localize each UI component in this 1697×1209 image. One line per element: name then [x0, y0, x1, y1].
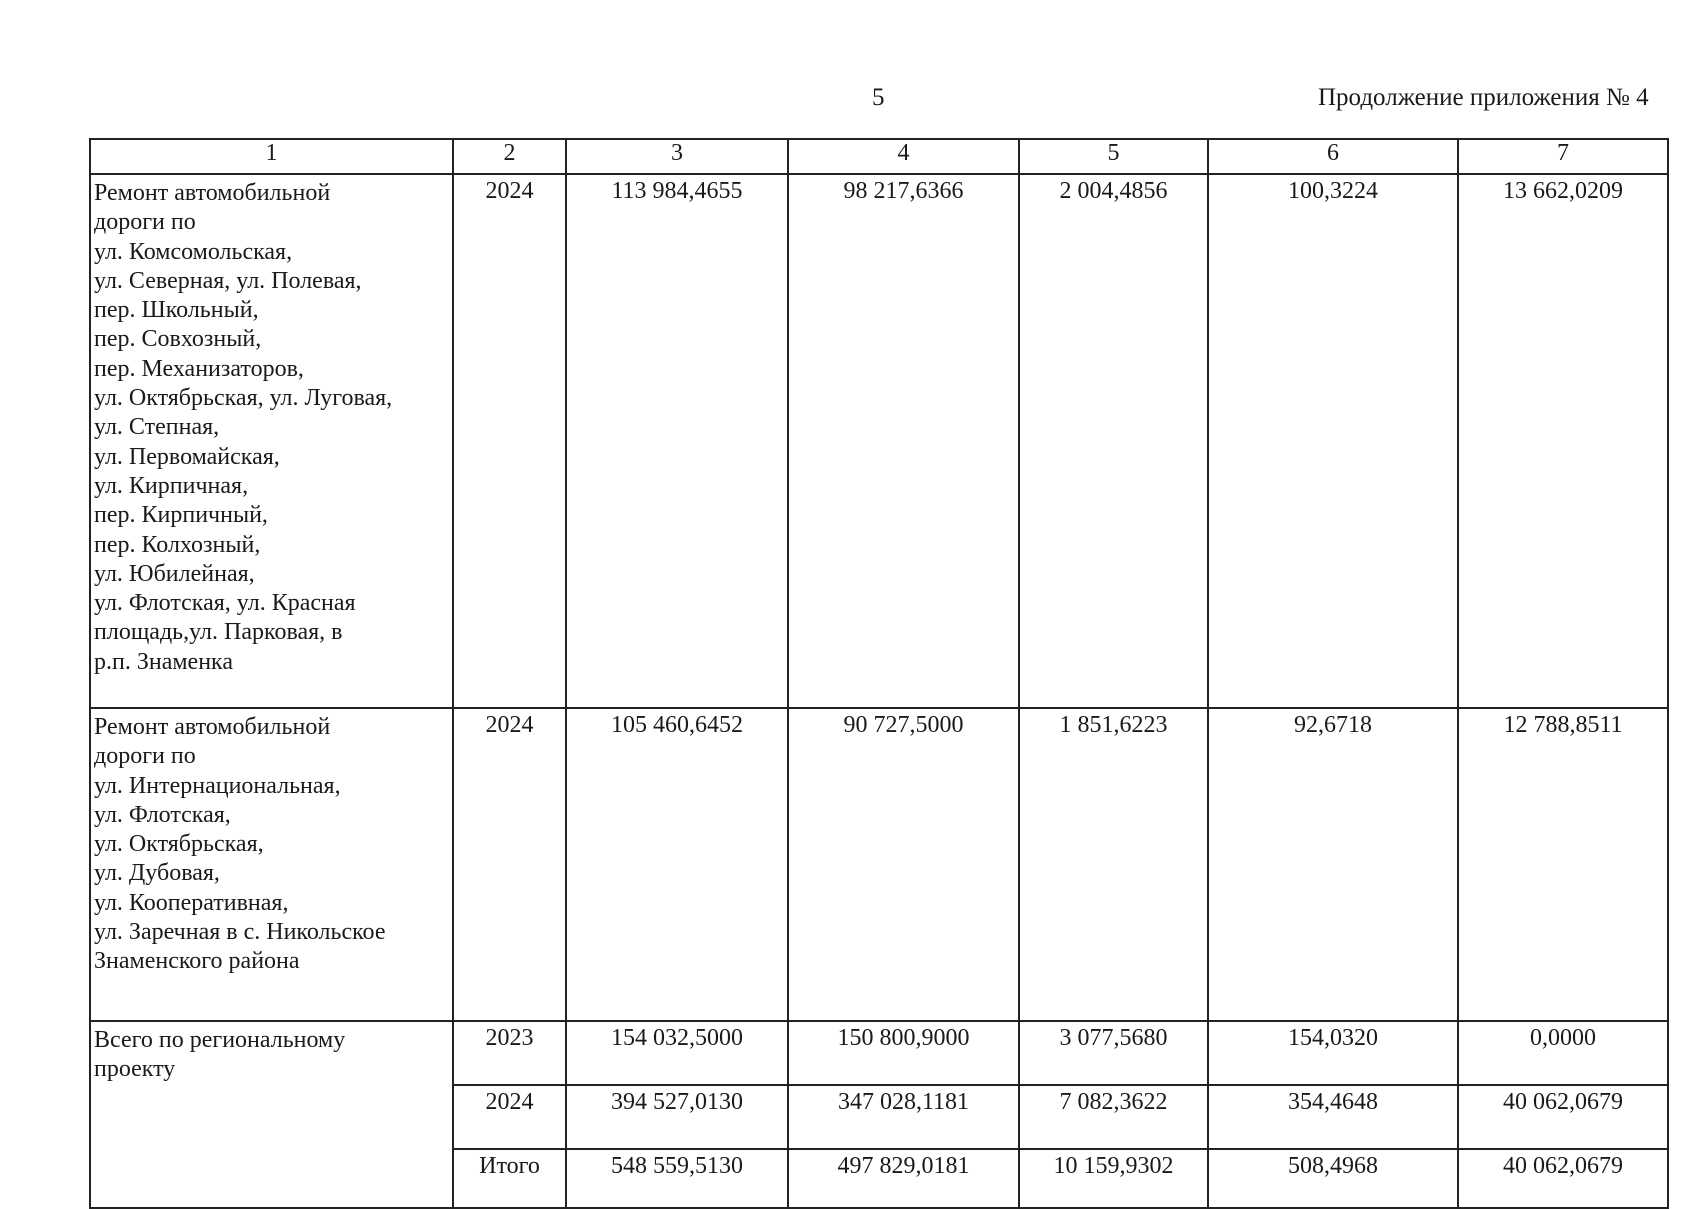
total-value-col4: 347 028,1181 — [788, 1085, 1019, 1149]
total-row — [90, 1021, 1668, 1085]
continuation-label: Продолжение приложения № 4 — [1318, 84, 1649, 111]
total-year: 2024 — [453, 1085, 566, 1149]
row-value-col4: 98 217,6366 — [788, 174, 1019, 708]
row-value-col7: 13 662,0209 — [1458, 174, 1668, 708]
appendix-table — [89, 138, 1669, 1209]
grand-total-value-col7: 40 062,0679 — [1458, 1149, 1668, 1208]
total-value-col5: 3 077,5680 — [1019, 1021, 1208, 1085]
grand-total-label: Итого — [453, 1149, 566, 1208]
total-year: 2023 — [453, 1021, 566, 1085]
column-number-row — [90, 139, 1668, 174]
row-name: Ремонт автомобильной дороги по ул. Интернациональная, ул. Флотская, ул. Октябрьская, ул. Дубовая, ул. Кооперативная, ул. Заречная в с. Никольское Знаменского района — [90, 708, 453, 1021]
column-number: 4 — [788, 139, 1019, 174]
row-value-col5: 2 004,4856 — [1019, 174, 1208, 708]
row-year: 2024 — [453, 708, 566, 1021]
row-value-col3: 105 460,6452 — [566, 708, 788, 1021]
column-number: 7 — [1458, 139, 1668, 174]
total-value-col7: 0,0000 — [1458, 1021, 1668, 1085]
total-value-col6: 354,4648 — [1208, 1085, 1458, 1149]
table-row — [90, 174, 1668, 708]
row-value-col6: 100,3224 — [1208, 174, 1458, 708]
total-value-col5: 7 082,3622 — [1019, 1085, 1208, 1149]
row-value-col5: 1 851,6223 — [1019, 708, 1208, 1021]
grand-total-value-col4: 497 829,0181 — [788, 1149, 1019, 1208]
row-value-col3: 113 984,4655 — [566, 174, 788, 708]
total-value-col4: 150 800,9000 — [788, 1021, 1019, 1085]
row-value-col7: 12 788,8511 — [1458, 708, 1668, 1021]
grand-total-value-col5: 10 159,9302 — [1019, 1149, 1208, 1208]
total-value-col3: 154 032,5000 — [566, 1021, 788, 1085]
row-year: 2024 — [453, 174, 566, 708]
total-row-name: Всего по региональному проекту — [90, 1021, 453, 1208]
total-value-col6: 154,0320 — [1208, 1021, 1458, 1085]
total-value-col3: 394 527,0130 — [566, 1085, 788, 1149]
column-number: 2 — [453, 139, 566, 174]
row-value-col4: 90 727,5000 — [788, 708, 1019, 1021]
column-number: 1 — [90, 139, 453, 174]
grand-total-value-col6: 508,4968 — [1208, 1149, 1458, 1208]
grand-total-value-col3: 548 559,5130 — [566, 1149, 788, 1208]
column-number: 5 — [1019, 139, 1208, 174]
total-value-col7: 40 062,0679 — [1458, 1085, 1668, 1149]
table-row — [90, 708, 1668, 1021]
row-name: Ремонт автомобильной дороги по ул. Комсомольская, ул. Северная, ул. Полевая, пер. Школьный, пер. Совхозный, пер. Механизаторов, ул. Октябрьская, ул. Луговая, ул. Степная, ул. Первомайская, ул. Кирпичная, пер. Кирпичный, пер. Колхозный, ул. Юбилейная, ул. Флотская, ул. Красная площадь,ул. Парковая, в р.п. Знаменка — [90, 174, 453, 708]
page-number: 5 — [872, 84, 885, 111]
column-number: 6 — [1208, 139, 1458, 174]
row-value-col6: 92,6718 — [1208, 708, 1458, 1021]
column-number: 3 — [566, 139, 788, 174]
